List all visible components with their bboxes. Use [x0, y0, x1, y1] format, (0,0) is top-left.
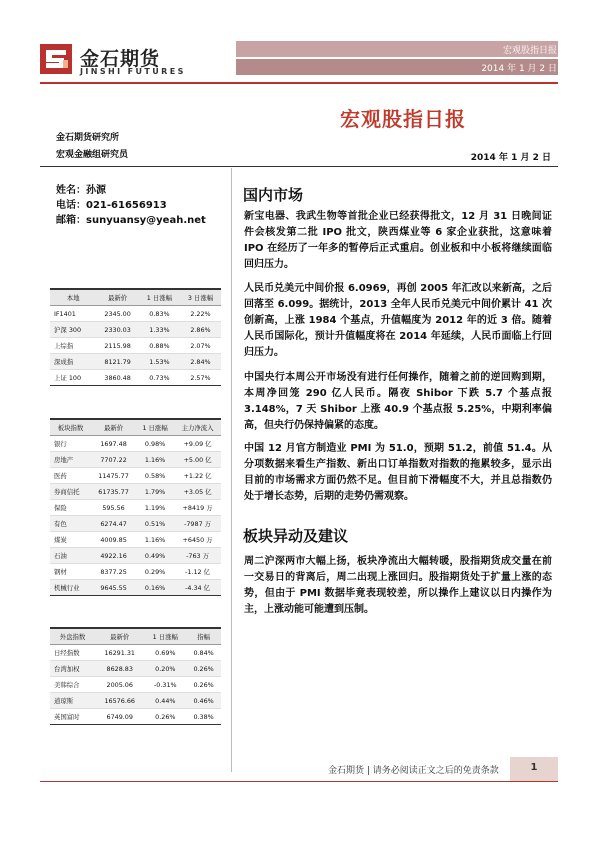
paragraph: 中国 12 月官方制造业 PMI 为 51.0，预期 51.2，前值 51.4。从分项数据来看生产指数、新出口订单指数对指数的拖累较多，显示出目前的市场需求方面仍然不足。但目前下滑幅度不大，并且总指数仍处于增长态势，后期的走势仍需观察。	[244, 443, 552, 502]
column-header: 外盘指数	[50, 628, 95, 645]
company-logo-icon	[40, 44, 72, 74]
table-cell: 0.26%	[186, 661, 221, 677]
table-cell: 石油	[50, 548, 91, 564]
table-cell: 11475.77	[91, 468, 136, 484]
table-cell: 0.69%	[144, 645, 186, 661]
column-header: 最新价	[91, 419, 136, 436]
table-row	[50, 354, 221, 370]
table-row	[50, 516, 221, 532]
table-cell: -763 万	[174, 548, 221, 564]
table-cell: 0.29%	[136, 564, 174, 580]
table-cell: IF1401	[50, 306, 96, 322]
table-cell: 1.19%	[136, 500, 174, 516]
table-cell: +1.22 亿	[174, 468, 221, 484]
table-cell: 0.26%	[144, 709, 186, 725]
table-cell: 2345.00	[96, 306, 139, 322]
table-cell: 台湾加权	[50, 661, 95, 677]
table-row	[50, 338, 221, 354]
column-header: 3 日涨幅	[180, 289, 221, 306]
column-header: 1 日涨幅	[144, 628, 186, 645]
table-header-row	[50, 289, 221, 306]
table-cell: 券商信托	[50, 484, 91, 500]
column-header: 1 日涨幅	[136, 419, 174, 436]
table-cell: 8628.83	[95, 661, 144, 677]
table-cell: 4922.16	[91, 548, 136, 564]
table-cell: 沪深 300	[50, 322, 96, 338]
table-row	[50, 306, 221, 322]
table-cell: 8377.25	[91, 564, 136, 580]
table-row	[50, 452, 221, 468]
table-cell: 4009.85	[91, 532, 136, 548]
table-cell: 1.16%	[136, 452, 174, 468]
table-cell: 英国富时	[50, 709, 95, 725]
table-cell: 1697.48	[91, 436, 136, 452]
top-separator	[40, 166, 558, 167]
table-cell: -7987 万	[174, 516, 221, 532]
table-cell: -1.12 亿	[174, 564, 221, 580]
table-row	[50, 370, 221, 386]
table-row	[50, 709, 221, 725]
table-cell: -4.34 亿	[174, 580, 221, 596]
table-cell: 61735.77	[91, 484, 136, 500]
table-cell: +5.00 亿	[174, 452, 221, 468]
table-cell: +8419 万	[174, 500, 221, 516]
author-phone: 电话：021-61656913	[56, 200, 167, 211]
table-cell: 1.53%	[139, 354, 180, 370]
column-header: 最新价	[95, 628, 144, 645]
author-email: 邮箱：sunyuansy@yeah.net	[56, 215, 206, 226]
paragraph: 人民币兑美元中间价报 6.0969，再创 2005 年汇改以来新高，之后回落至 6.099。据统计，2013 全年人民币兑美元中间价累计 41 次创新高，上涨 1984 个基点，升值幅度为 2012 年的近 3 倍。随着人民币国际化，预计升值幅度将在 2014 年延续，人民币面临上行回归压力。	[244, 283, 552, 358]
table-cell: 钢材	[50, 564, 91, 580]
table-cell: 上证 100	[50, 370, 96, 386]
table-cell: 2.86%	[180, 322, 221, 338]
table-cell: 医药	[50, 468, 91, 484]
table-cell: 房地产	[50, 452, 91, 468]
report-date: 2014 年 1 月 2 日	[470, 153, 551, 163]
table-cell: 上综指	[50, 338, 96, 354]
table-cell: 美韩综合	[50, 677, 95, 693]
table-cell: 0.83%	[139, 306, 180, 322]
table-cell: 有色	[50, 516, 91, 532]
table-row	[50, 436, 221, 452]
header-divider	[40, 82, 558, 84]
team-name: 宏观金融组研究员	[56, 150, 129, 160]
table-cell: 道琼斯	[50, 693, 95, 709]
table-row	[50, 322, 221, 338]
table-cell: 机械行业	[50, 580, 91, 596]
table-cell: 2330.03	[96, 322, 139, 338]
table-row	[50, 677, 221, 693]
table-cell: 8121.79	[96, 354, 139, 370]
table-cell: 3860.48	[96, 370, 139, 386]
table-cell: 0.58%	[136, 468, 174, 484]
page-number: 1	[530, 762, 538, 773]
page-title: 宏观股指日报	[340, 107, 466, 131]
table-cell: 0.46%	[186, 693, 221, 709]
column-header: 本地	[50, 289, 96, 306]
author-name: 姓名：孙源	[56, 185, 106, 196]
table-header-row	[50, 419, 221, 436]
table-cell: 6274.47	[91, 516, 136, 532]
table-row	[50, 580, 221, 596]
column-header: 主力净流入	[174, 419, 221, 436]
table-cell: -0.31%	[144, 677, 186, 693]
table-cell: 2115.98	[96, 338, 139, 354]
table-row	[50, 484, 221, 500]
table-cell: 2.22%	[180, 306, 221, 322]
table-cell: 日经指数	[50, 645, 95, 661]
footer-divider	[40, 781, 558, 782]
table-cell: 1.16%	[136, 532, 174, 548]
institute-name: 金石期货研究所	[56, 133, 120, 143]
table-cell: +3.05 亿	[174, 484, 221, 500]
table-row	[50, 645, 221, 661]
column-header: 板块指数	[50, 419, 91, 436]
table-cell: 银行	[50, 436, 91, 452]
table-cell: 1.33%	[139, 322, 180, 338]
column-header: 最新价	[96, 289, 139, 306]
footer-disclaimer: 金石期货 | 请务必阅读正文之后的免责条款	[328, 766, 499, 776]
table-cell: 16576.66	[95, 693, 144, 709]
table-cell: 煤炭	[50, 532, 91, 548]
header-report-name: 宏观股指日报	[502, 46, 557, 56]
table-cell: 2.57%	[180, 370, 221, 386]
index-table	[50, 288, 221, 386]
table-header-row	[50, 628, 221, 645]
table-row	[50, 693, 221, 709]
table-cell: 2005.06	[95, 677, 144, 693]
table-cell: 9645.55	[91, 580, 136, 596]
table-row	[50, 661, 221, 677]
table-row	[50, 548, 221, 564]
table-row	[50, 532, 221, 548]
table-cell: 0.16%	[136, 580, 174, 596]
table-cell: 2.84%	[180, 354, 221, 370]
table-cell: 0.20%	[144, 661, 186, 677]
table-cell: 2.07%	[180, 338, 221, 354]
table-cell: 7707.22	[91, 452, 136, 468]
section-title-domestic: 国内市场	[243, 186, 304, 204]
logo-english-text: JINSHI FUTURES	[80, 67, 186, 76]
column-divider	[231, 168, 232, 772]
column-header: 1 日涨幅	[139, 289, 180, 306]
table-cell: 16291.31	[95, 645, 144, 661]
table-cell: 深成指	[50, 354, 96, 370]
table-cell: 0.44%	[144, 693, 186, 709]
table-cell: 0.73%	[139, 370, 180, 386]
paragraph: 中国央行本周公开市场没有进行任何操作，随着之前的逆回购到期，本周净回笼 290 亿人民币。隔夜 Shibor 下跌 5.7 个基点报 3.148%，7 天 Shibor 上涨 40.9 个基点报 5.25%，中期利率偏高，但央行仍保持偏紧的态度。	[244, 372, 552, 431]
table-cell: 保险	[50, 500, 91, 516]
table-cell: 0.84%	[186, 645, 221, 661]
table-cell: 0.98%	[136, 436, 174, 452]
table-row	[50, 500, 221, 516]
table-cell: 0.26%	[186, 677, 221, 693]
table-cell: 0.49%	[136, 548, 174, 564]
foreign-index-table	[50, 627, 221, 725]
paragraph: 新宝电器、我武生物等首批企业已经获得批文，12 月 31 日晚间证件会核发第二批 IPO 批文，陕西煤业等 6 家企业获批，这意味着 IPO 在经历了一年多的暂停后正式重启。创业板和中小板将继续面临回归压力。	[244, 211, 552, 270]
logo-chinese-text: 金石期货	[80, 48, 161, 70]
table-row	[50, 468, 221, 484]
section-title-sector: 板块异动及建议	[243, 527, 349, 545]
table-cell: 0.88%	[139, 338, 180, 354]
column-header: 指幅	[186, 628, 221, 645]
table-row	[50, 564, 221, 580]
table-cell: +9.09 亿	[174, 436, 221, 452]
table-cell: 0.51%	[136, 516, 174, 532]
table-cell: 1.79%	[136, 484, 174, 500]
sector-table	[50, 418, 221, 596]
table-cell: 595.56	[91, 500, 136, 516]
table-cell: 6749.09	[95, 709, 144, 725]
table-cell: +6450 万	[174, 532, 221, 548]
header-date: 2014 年 1 月 2 日	[481, 64, 557, 74]
table-cell: 0.38%	[186, 709, 221, 725]
paragraph: 周二沪深两市大幅上扬，板块净流出大幅转暖，股指期货成交量在前一交易日的背离后，周二出现上涨回归。股指期货处于扩量上涨的态势，但由于 PMI 数据毕竟表现较差，所以操作上建议以日内操作为主，上涨动能可能遭到压制。	[244, 556, 552, 615]
